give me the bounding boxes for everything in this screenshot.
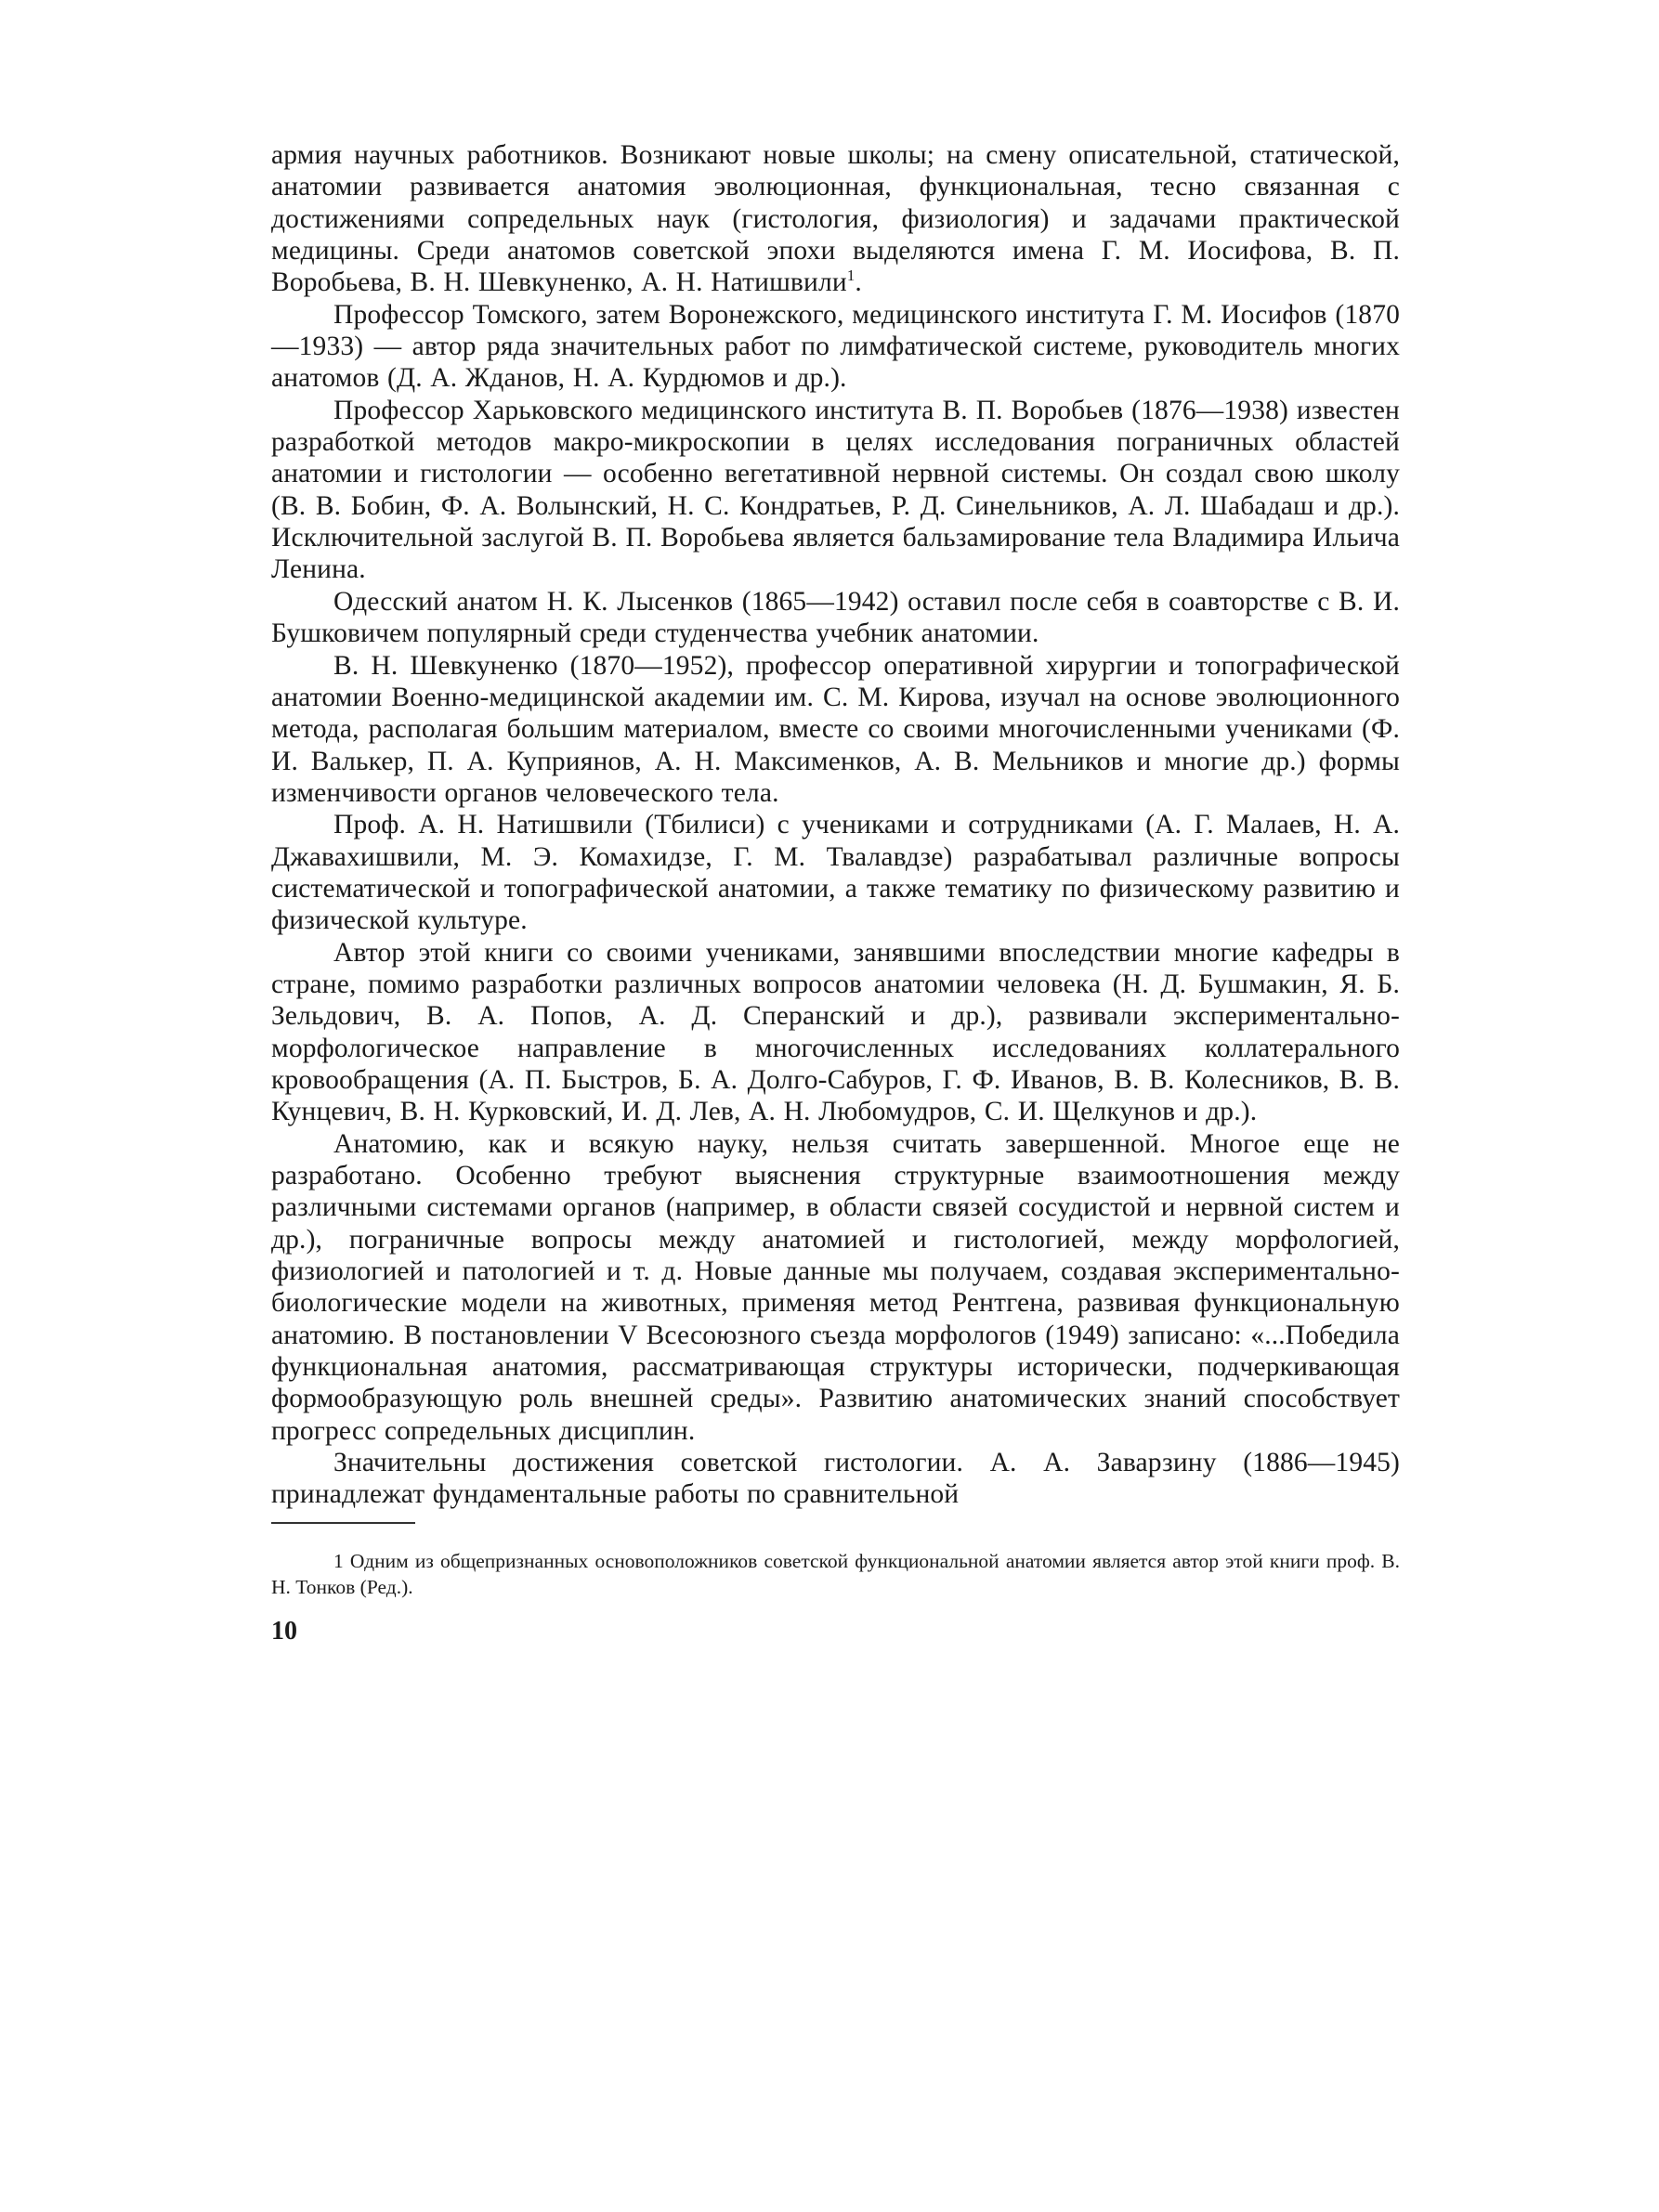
paragraph-1-text: армия научных работников. Возникают новые школы; на смену описательной, статической, анатомии развивается анатомия эволюционная, функциональная, тесно связанная с достижениями сопредельных наук (гистология, физиология) и задачами практической медицины. Среди анатомов советской эпохи выделяются имена Г. М. Иосифова, В. П. Воробьева, В. Н. Шевкуненко, А. Н. Натишвили (271, 140, 1400, 298)
footnote (271, 1548, 1400, 1600)
paragraph-7: Автор этой книги со своими учениками, занявшими впоследствии многие кафедры в стране, помимо разработки различных вопросов анатомии человека (Н. Д. Бушмакин, Я. Б. Зельдович, В. А. Попов, А. Д. Сперанский и др.), развивали экспериментально-морфологическое направление в многочисленных исследованиях коллатерального кровообращения (А. П. Быстров, Б. А. Долго-Сабуров, Г. Ф. Иванов, В. В. Колесников, В. В. Кунцевич, В. Н. Курковский, И. Д. Лев, А. Н. Любомудров, С. И. Щелкунов и др.). (271, 937, 1400, 1127)
footnote-marker: 1 (333, 1549, 344, 1572)
paragraph-1 (271, 139, 1400, 299)
page-number: 10 (271, 1616, 297, 1646)
paragraph-6: Проф. А. Н. Натишвили (Тбилиси) с учениками и сотрудниками (А. Г. Малаев, Н. А. Джавахишвили, М. Э. Комахидзе, Г. М. Твалавдзе) разрабатывал различные вопросы систематической и топографической анатомии, а также тематику по физическому развитию и физической культуре. (271, 810, 1400, 936)
paragraph-8: Анатомию, как и всякую науку, нельзя считать завершенной. Многое еще не разработано. Особенно требуют выяснения структурные взаимоотношения между различными системами органов (например, в области связей сосудистой и нервной систем и др.), пограничные вопросы между анатомией и гистологией, между морфологией, физиологией и патологией и т. д. Новые данные мы получаем, создавая экспериментально-биологические модели на животных, применяя метод Рентгена, развивая функциональную анатомию. В постановлении V Всесоюзного съезда морфологов (1949) записано: «...Победила функциональная анатомия, рассматривающая структуры исторически, подчеркивающая формообразующую роль внешней среды». Развитию анатомических знаний способствует прогресс сопредельных дисциплин. (271, 1128, 1400, 1446)
paragraph-3: Профессор Харьковского медицинского института В. П. Воробьев (1876—1938) известен разработкой методов макро-микроскопии в целях исследования пограничных областей анатомии и гистологии — особенно вегетативной нервной системы. Он создал свою школу (В. В. Бобин, Ф. А. Волынский, Н. С. Кондратьев, Р. Д. Синельников, А. Л. Шабадаш и др.). Исключительной заслугой В. П. Воробьева является бальзамирование тела Владимира Ильича Ленина. (271, 395, 1400, 585)
footnote-text: Одним из общепризнанных основоположников советской функциональной анатомии является автор этой книги проф. В. Н. Тонков (Ред.). (271, 1549, 1401, 1598)
paragraph-4: Одесский анатом Н. К. Лысенков (1865—1942) оставил после себя в соавторстве с В. И. Бушковичем популярный среди студенчества учебник анатомии. (271, 586, 1400, 649)
footnote-reference: 1 (846, 267, 856, 285)
book-page (271, 139, 1400, 1646)
paragraph-9: Значительны достижения советской гистологии. А. А. Заварзину (1886—1945) принадлежат фундаментальные работы по сравнительной (271, 1448, 1400, 1510)
paragraph-1-end: . (855, 267, 862, 298)
main-text (271, 139, 1400, 1511)
footnote-divider (271, 1522, 415, 1524)
paragraph-5: В. Н. Шевкуненко (1870—1952), профессор оперативной хирургии и топографической анатомии Военно-медицинской академии им. С. М. Кирова, изучал на основе эволюционного метода, располагая большим материалом, вместе со своими многочисленными учениками (Ф. И. Валькер, П. А. Куприянов, А. Н. Максименков, А. В. Мельников и многие др.) формы изменчивости органов человеческого тела. (271, 650, 1400, 808)
paragraph-2: Профессор Томского, затем Воронежского, медицинского института Г. М. Иосифов (1870—1933) — автор ряда значительных работ по лимфатической системе, руководитель многих анатомов (Д. А. Жданов, Н. А. Курдюмов и др.). (271, 299, 1400, 394)
